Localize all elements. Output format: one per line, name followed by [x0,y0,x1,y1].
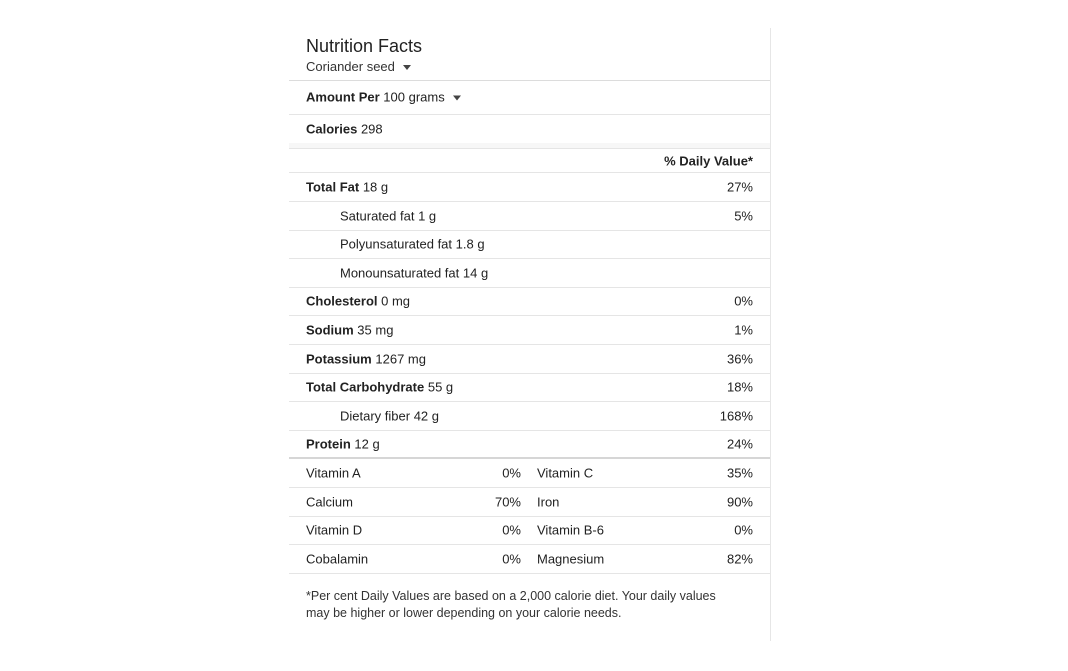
nutrient-amount: 1 g [418,208,437,224]
caret-down-icon [403,65,411,70]
serving-size-selector[interactable] [306,90,461,105]
nutrition-title: Nutrition Facts [306,36,423,56]
vitamin-row [289,459,770,488]
nutrient-daily-value: 0% [734,293,753,309]
nutrient-row [289,430,770,459]
calories-label: Calories [306,121,358,137]
calories-row [289,115,770,143]
vitamin-name: Iron [537,494,560,510]
nutrient-daily-value: 18% [726,379,753,395]
nutrient-name: Sodium [306,322,354,338]
nutrient-label [306,380,453,395]
vitamin-row [289,488,770,517]
nutrient-daily-value: 27% [726,179,753,195]
vitamin-value: 90% [726,494,753,510]
nutrient-amount: 1.8 g [455,236,485,252]
serving-row [289,80,770,115]
food-selector[interactable] [306,59,411,74]
vitamin-name: Vitamin D [306,522,363,538]
nutrient-row [289,345,770,374]
vitamin-row [289,516,770,545]
nutrient-name: Saturated fat [340,208,415,224]
vitamin-name: Cobalamin [306,551,369,567]
caret-down-icon [453,95,461,100]
vitamin-name: Vitamin C [537,465,594,481]
nutrient-amount: 12 g [354,436,380,451]
nutrient-name: Total Fat [306,179,360,195]
nutrient-label [306,436,380,451]
vitamin-value: 0% [502,522,521,538]
calories-value: 298 [360,121,383,137]
vitamin-name: Vitamin B-6 [537,522,604,538]
daily-value-header-row [289,149,770,173]
nutrient-name: Protein [306,436,351,451]
nutrient-name: Potassium [306,351,372,367]
footnote: *Per cent Daily Values are based on a 2,000 calorie diet. Your daily values may be higher or lower depending on your calorie needs. [306,589,716,620]
nutrient-name: Dietary fiber [340,408,411,424]
nutrient-label [340,209,436,224]
vitamin-value: 0% [734,522,753,538]
nutrient-name: Cholesterol [306,293,378,309]
vitamin-value: 35% [726,465,753,481]
nutrient-label [306,352,426,367]
nutrient-label [340,237,485,252]
nutrient-row [289,173,770,202]
daily-value-header: % Daily Value* [664,153,753,168]
vitamin-name: Vitamin A [306,465,361,481]
nutrient-row [289,230,770,259]
nutrient-daily-value: 24% [726,436,753,451]
vitamin-value: 70% [494,494,521,510]
nutrient-daily-value: 1% [734,322,753,338]
nutrient-label [306,180,388,195]
vitamin-value: 0% [502,551,521,567]
vitamin-value: 82% [726,551,753,567]
nutrient-amount: 35 mg [357,322,394,338]
nutrient-label [306,323,393,338]
nutrient-daily-value: 5% [734,208,753,224]
nutrient-amount: 0 mg [381,293,411,309]
nutrition-header [289,28,770,81]
nutrition-facts-card [289,28,771,641]
nutrient-row [289,202,770,231]
nutrient-row [289,316,770,345]
nutrient-row [289,259,770,288]
food-name: Coriander seed [306,59,395,74]
nutrient-row [289,402,770,431]
vitamin-value: 0% [502,465,521,481]
calories-text [306,122,383,137]
serving-amount: 100 grams [383,89,445,105]
vitamin-name: Magnesium [537,551,605,567]
nutrient-daily-value: 36% [726,351,753,367]
nutrient-amount: 18 g [362,179,389,195]
nutrient-name: Polyunsaturated fat [340,236,453,252]
vitamin-row [289,545,770,574]
vitamin-name: Calcium [306,494,353,510]
nutrient-label [306,294,410,309]
nutrient-amount: 42 g [413,408,440,424]
nutrient-label [340,266,488,281]
nutrient-name: Total Carbohydrate [306,379,425,395]
nutrient-daily-value: 168% [719,408,753,424]
nutrient-row [289,373,770,402]
nutrient-amount: 55 g [427,379,454,395]
nutrient-row [289,287,770,316]
nutrient-label [340,409,439,424]
nutrient-amount: 14 g [462,265,489,281]
nutrient-name: Monounsaturated fat [340,265,460,281]
nutrient-amount: 1267 mg [375,351,426,367]
serving-label: Amount Per [306,89,380,105]
